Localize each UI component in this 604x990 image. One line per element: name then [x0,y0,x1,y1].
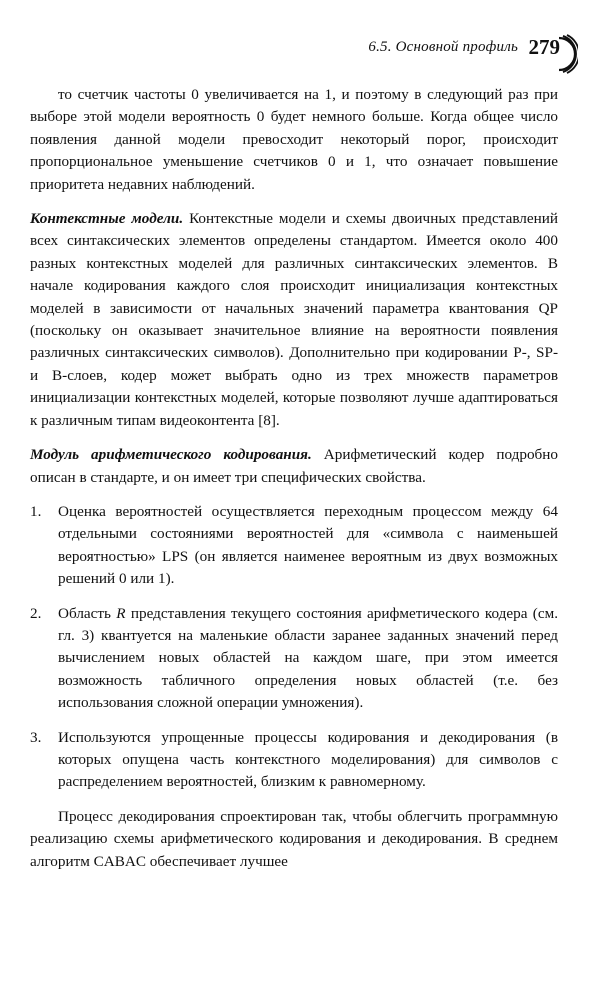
paragraph-context-models-text: Контекстные модели и схемы двоичных представлений всех синтаксических элементов определены стандартом. Имеется около 400 разных контекстных моделей для различных синтаксических элементов. В начале кодирования каждого слоя происходит инициализация контекстных моделей в зависимости от начальных значений параметра квантования QP (поскольку он оказывает значительное влияние на вероятности появления различных синтаксических символов). Дополнительно при кодировании P-, SP- и B-слоев, кодер может выбрать одно из трех множеств параметров инициализации контекстных моделей, которые позволяют лучше адаптироваться к различным типам видеоконтента [8]. [30,210,559,429]
list-item-number: 2. [30,604,42,622]
list-item-number: 3. [30,728,42,746]
list-item-text: представления текущего состояния арифметического кодера (см. гл. 3) квантуется на маленькие области заранее заданных значений перед вычислением новых областей на каждом шаге, при этом имеется возможность табличного определения новых областей (т.е. без использования сложной операции умножения). [58,604,558,712]
list-item-text-prefix: Область [58,604,111,622]
paragraph-context-models [30,208,558,432]
list-item-text: Оценка вероятностей осуществляется переходным процессом между 64 отдельными состояниями вероятностей для «символа с наименьшей вероятностью» LPS (он является наименее вероятным из двух возможных решений 0 или 1). [58,502,558,588]
paragraph-continued: то счетчик частоты 0 увеличивается на 1, и поэтому в следующий раз при выборе этой модели вероятность 0 будет немного больше. Когда общее число появления данной модели превосходит некоторый порог, происходит пропорциональное уменьшение счетчиков 0 и 1, что означает повышение приоритета недавних наблюдений. [30,86,558,193]
list-item [30,727,558,794]
paragraph-arithmetic-module-text: Арифметический кодер подробно описан в стандарте, и он имеет три специфических свойства. [30,446,558,486]
list-item-text: Используются упрощенные процессы кодирования и декодирования (в которых опущена часть контекстного моделирования) для символов с распределением вероятностей, близким к равномерному. [58,728,558,791]
paragraph-arithmetic-module [30,444,558,489]
page-number: 279 [528,35,560,59]
numbered-list [30,501,558,794]
list-item [30,603,558,715]
run-in-heading-arithmetic-module: Модуль арифметического кодирования. [30,446,312,464]
list-item [30,501,558,591]
paragraph-decoding: Процесс декодирования спроектирован так, чтобы облегчить программную реализацию схемы арифметического кодирования и декодирования. В среднем алгоритм CABAC обеспечивает лучшее [30,807,558,870]
math-variable: R [116,604,126,622]
page-header [0,34,604,74]
run-in-heading-context-models: Контекстные модели. [30,210,184,228]
page-content [30,84,558,873]
decorative-arcs-icon [556,34,578,74]
list-item-number: 1. [30,502,42,520]
running-title: 6.5. Основной профиль [368,39,518,55]
